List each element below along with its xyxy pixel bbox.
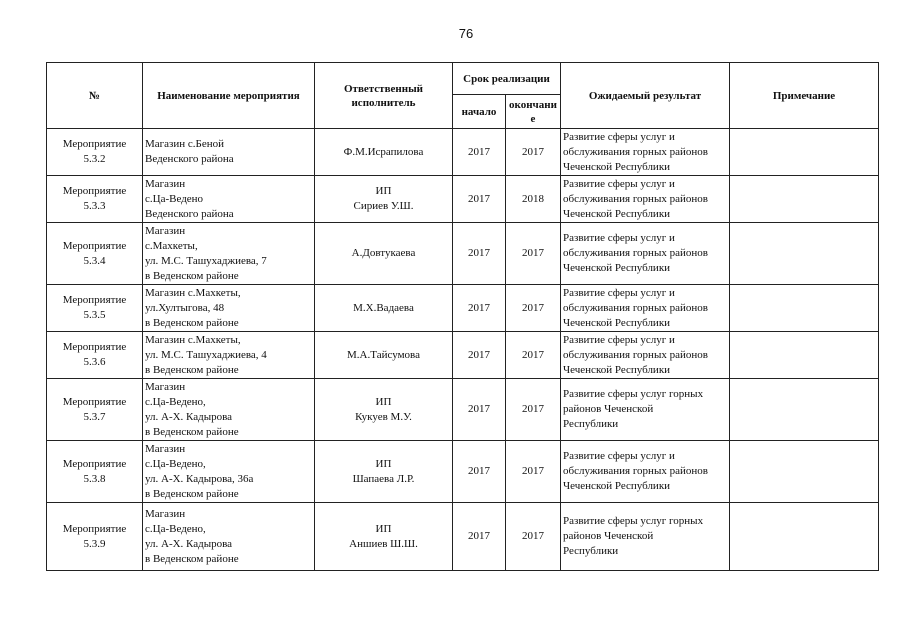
cell-line: районов Чеченской bbox=[563, 403, 654, 415]
cell-end: 2017 bbox=[506, 129, 561, 176]
cell-line: обслуживания горных районов bbox=[563, 348, 708, 361]
cell-line: обслуживания горных районов bbox=[563, 301, 708, 314]
header-executor: Ответственный исполнитель bbox=[315, 63, 453, 129]
cell-executor bbox=[315, 223, 453, 285]
cell-num bbox=[47, 332, 143, 379]
cell-line: Развитие сферы услуг горных bbox=[563, 388, 704, 400]
cell-result bbox=[561, 223, 730, 285]
header-note: Примечание bbox=[730, 63, 879, 129]
table-row bbox=[47, 176, 879, 223]
cell-name bbox=[143, 503, 315, 571]
events-table bbox=[46, 62, 879, 571]
cell-line: Чеченской Республики bbox=[563, 160, 671, 173]
cell-line: с.Ца-Ведено, bbox=[145, 395, 206, 408]
cell-line: Сириев У.Ш. bbox=[353, 200, 414, 212]
cell-line: Магазин bbox=[145, 380, 186, 393]
cell-line: Чеченской Республики bbox=[563, 316, 671, 329]
cell-line: Республики bbox=[563, 545, 619, 557]
cell-line: М.А.Тайсумова bbox=[347, 348, 420, 361]
cell-result bbox=[561, 176, 730, 223]
cell-start: 2017 bbox=[453, 503, 506, 571]
cell-name bbox=[143, 223, 315, 285]
cell-line: Чеченской Республики bbox=[563, 480, 671, 492]
cell-num bbox=[47, 285, 143, 332]
cell-line: районов Чеченской bbox=[563, 530, 654, 542]
cell-line: Мероприятие bbox=[62, 457, 127, 470]
cell-line: Магазин с.Беной bbox=[145, 138, 225, 150]
cell-name bbox=[143, 379, 315, 441]
cell-line: Развитие сферы услуг и bbox=[563, 232, 675, 244]
table-row bbox=[47, 285, 879, 332]
cell-start: 2017 bbox=[453, 285, 506, 332]
cell-executor bbox=[315, 176, 453, 223]
cell-line: Магазин bbox=[145, 442, 186, 455]
cell-num bbox=[47, 176, 143, 223]
cell-line: 5.3.9 bbox=[83, 537, 106, 550]
cell-line: Магазин bbox=[145, 507, 186, 520]
cell-name bbox=[143, 129, 315, 176]
header-name: Наименование мероприятия bbox=[143, 63, 315, 129]
cell-line: обслуживания горных районов bbox=[563, 145, 708, 158]
cell-start: 2017 bbox=[453, 176, 506, 223]
cell-note bbox=[730, 285, 879, 332]
cell-line: Магазин bbox=[145, 177, 186, 190]
cell-executor bbox=[315, 285, 453, 332]
cell-note bbox=[730, 332, 879, 379]
cell-start: 2017 bbox=[453, 332, 506, 379]
header-start: начало bbox=[453, 95, 506, 129]
table-row bbox=[47, 332, 879, 379]
table-row bbox=[47, 503, 879, 571]
cell-num bbox=[47, 379, 143, 441]
cell-line: Развитие сферы услуг и bbox=[563, 333, 675, 346]
cell-line: Развитие сферы услуг и bbox=[563, 130, 675, 143]
cell-start: 2017 bbox=[453, 441, 506, 503]
cell-executor bbox=[315, 332, 453, 379]
cell-end: 2017 bbox=[506, 285, 561, 332]
cell-line: Чеченской Республики bbox=[563, 363, 671, 376]
cell-line: ул. А-Х. Кадырова, 36а bbox=[145, 472, 254, 485]
table-row bbox=[47, 129, 879, 176]
cell-line: ул.Хултыгова, 48 bbox=[145, 301, 225, 314]
cell-line: ул. М.С. Ташухаджиева, 4 bbox=[145, 348, 267, 361]
cell-result bbox=[561, 285, 730, 332]
cell-line: обслуживания горных районов bbox=[563, 465, 708, 477]
cell-num bbox=[47, 503, 143, 571]
cell-line: обслуживания горных районов bbox=[563, 192, 708, 205]
cell-line: ИП bbox=[375, 457, 392, 470]
cell-name bbox=[143, 332, 315, 379]
header-num: № bbox=[47, 63, 143, 129]
cell-line: Мероприятие bbox=[62, 341, 127, 353]
cell-line: в Веденском районе bbox=[145, 363, 239, 376]
cell-line: с.Ца-Ведено, bbox=[145, 522, 206, 535]
cell-line: 5.3.3 bbox=[83, 200, 106, 212]
cell-end: 2018 bbox=[506, 176, 561, 223]
cell-line: М.Х.Вадаева bbox=[353, 301, 414, 314]
header-period: Срок реализации bbox=[453, 63, 561, 95]
cell-line: в Веденском районе bbox=[145, 487, 239, 500]
cell-line: ИП bbox=[375, 395, 392, 408]
cell-line: Мероприятие bbox=[62, 522, 127, 535]
cell-note bbox=[730, 379, 879, 441]
cell-line: Веденского района bbox=[145, 207, 234, 220]
cell-line: Развитие сферы услуг и bbox=[563, 450, 675, 462]
cell-end: 2017 bbox=[506, 441, 561, 503]
cell-line: 5.3.4 bbox=[83, 254, 106, 267]
cell-line: Магазин с.Махкеты, bbox=[145, 333, 241, 346]
cell-note bbox=[730, 129, 879, 176]
cell-line: 5.3.8 bbox=[83, 472, 106, 485]
cell-line: 5.3.6 bbox=[83, 356, 106, 368]
cell-line: Шапаева Л.Р. bbox=[352, 472, 415, 485]
table-row bbox=[47, 379, 879, 441]
cell-line: Веденского района bbox=[145, 153, 234, 165]
cell-line: обслуживания горных районов bbox=[563, 247, 708, 259]
page-number: 76 bbox=[458, 26, 474, 41]
cell-line: в Веденском районе bbox=[145, 269, 239, 282]
cell-line: ИП bbox=[375, 522, 392, 535]
cell-line: в Веденском районе bbox=[145, 425, 239, 438]
cell-end: 2017 bbox=[506, 503, 561, 571]
table-row bbox=[47, 441, 879, 503]
cell-line: Мероприятие bbox=[62, 239, 127, 252]
cell-line: с.Махкеты, bbox=[145, 239, 198, 252]
cell-line: ИП bbox=[375, 185, 392, 197]
cell-line: Кукуев М.У. bbox=[355, 410, 412, 423]
cell-line: Чеченской Республики bbox=[563, 262, 671, 274]
cell-result bbox=[561, 129, 730, 176]
cell-num bbox=[47, 223, 143, 285]
cell-line: Мероприятие bbox=[62, 294, 127, 306]
cell-line: Магазин bbox=[145, 224, 186, 237]
cell-line: Ф.М.Исрапилова bbox=[343, 145, 424, 158]
cell-executor bbox=[315, 441, 453, 503]
cell-line: Мероприятие bbox=[62, 138, 127, 150]
cell-result bbox=[561, 441, 730, 503]
cell-line: Развитие сферы услуг и bbox=[563, 286, 675, 299]
cell-note bbox=[730, 503, 879, 571]
cell-line: ул. М.С. Ташухаджиева, 7 bbox=[145, 254, 267, 267]
cell-line: Мероприятие bbox=[62, 185, 127, 197]
cell-line: ул. А-Х. Кадырова bbox=[145, 410, 233, 423]
cell-end: 2017 bbox=[506, 332, 561, 379]
cell-executor bbox=[315, 503, 453, 571]
cell-line: 5.3.7 bbox=[83, 410, 106, 423]
cell-name bbox=[143, 285, 315, 332]
cell-line: в Веденском районе bbox=[145, 552, 239, 565]
cell-note bbox=[730, 176, 879, 223]
cell-result bbox=[561, 379, 730, 441]
header-end: окончание bbox=[506, 95, 561, 129]
cell-line: Развитие сферы услуг и bbox=[563, 177, 675, 190]
cell-line: 5.3.2 bbox=[83, 153, 106, 165]
cell-executor bbox=[315, 129, 453, 176]
cell-result bbox=[561, 332, 730, 379]
cell-start: 2017 bbox=[453, 129, 506, 176]
cell-note bbox=[730, 441, 879, 503]
cell-start: 2017 bbox=[453, 223, 506, 285]
cell-line: 5.3.5 bbox=[83, 309, 106, 321]
cell-line: Развитие сферы услуг горных bbox=[563, 515, 704, 527]
table-row bbox=[47, 223, 879, 285]
cell-executor bbox=[315, 379, 453, 441]
cell-line: ул. А-Х. Кадырова bbox=[145, 537, 233, 550]
cell-end: 2017 bbox=[506, 223, 561, 285]
cell-num bbox=[47, 129, 143, 176]
cell-line: в Веденском районе bbox=[145, 316, 239, 329]
cell-line: с.Ца-Ведено, bbox=[145, 457, 206, 470]
header-result: Ожидаемый результат bbox=[561, 63, 730, 129]
cell-line: Магазин с.Махкеты, bbox=[145, 286, 241, 299]
cell-line: А.Довтукаева bbox=[351, 247, 416, 259]
cell-end: 2017 bbox=[506, 379, 561, 441]
cell-result bbox=[561, 503, 730, 571]
cell-note bbox=[730, 223, 879, 285]
cell-line: Республики bbox=[563, 418, 619, 430]
cell-line: Аншиев Ш.Ш. bbox=[349, 537, 418, 550]
cell-line: с.Ца-Ведено bbox=[145, 192, 204, 205]
cell-start: 2017 bbox=[453, 379, 506, 441]
cell-name bbox=[143, 441, 315, 503]
cell-num bbox=[47, 441, 143, 503]
cell-line: Чеченской Республики bbox=[563, 207, 671, 220]
cell-line: Мероприятие bbox=[62, 395, 127, 408]
cell-name bbox=[143, 176, 315, 223]
